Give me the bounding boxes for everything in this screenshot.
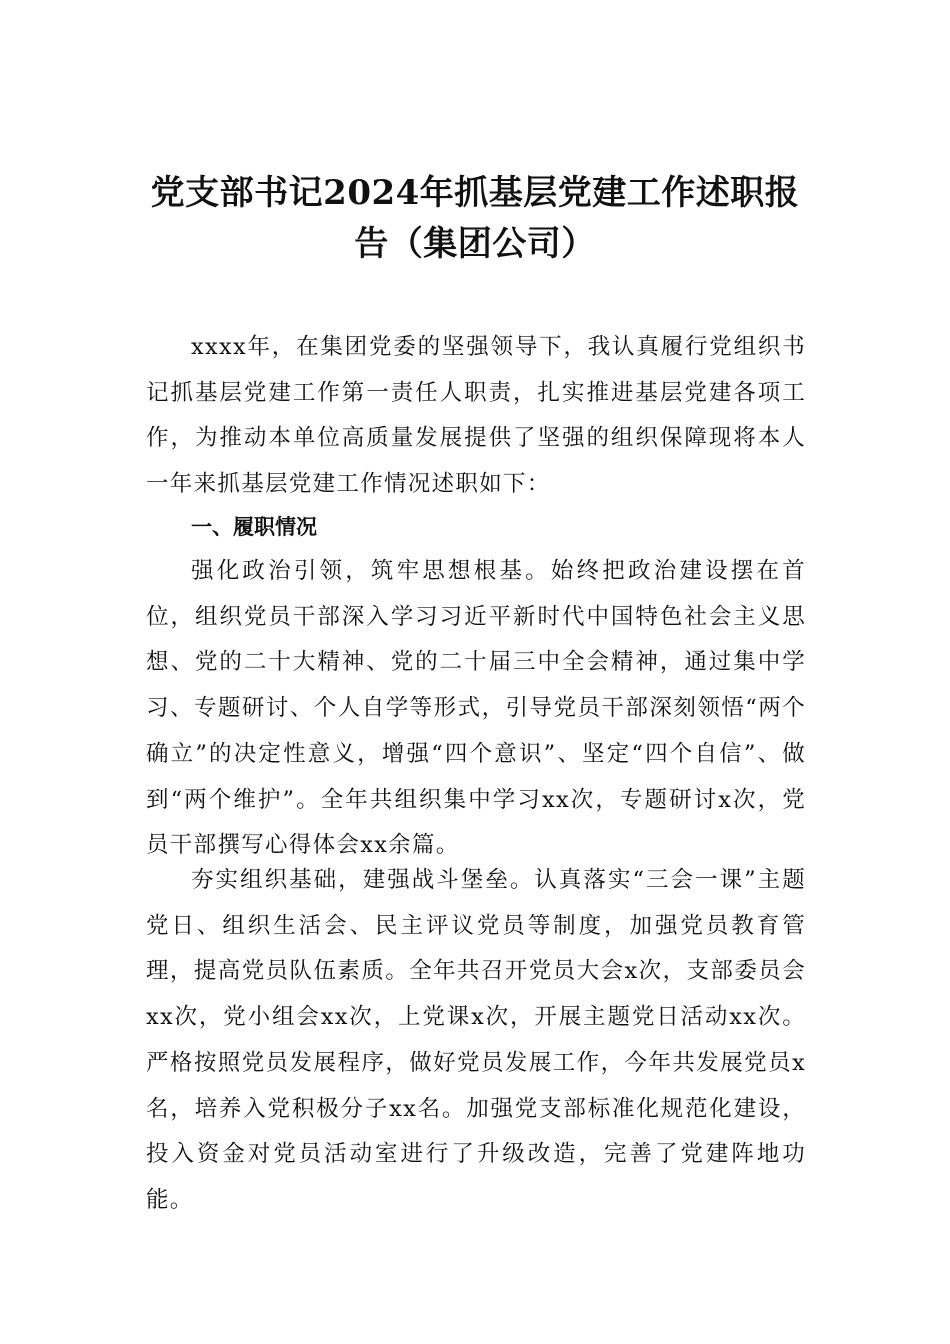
document-title: 党支部书记2024年抓基层党建工作述职报告（集团公司）: [150, 173, 800, 264]
section-heading: 一、履职情况: [191, 515, 317, 539]
intro-paragraph: xxxx年，在集团党委的坚强领导下，我认真履行党组织书记抓基层党建工作第一责任人职责，扎实推进基层党建各项工作，为推动本单位高质量发展提供了坚强的组织保障现将本人一年来抓基层党建工作情况述职如下：: [146, 334, 806, 498]
paragraph-organization-foundation: 夯实组织基础，建强战斗堡垒。认真落实“三会一课”主题党日、组织生活会、民主评议党员等制度，加强党员教育管理，提高党员队伍素质。全年共召开党员大会x次，支部委员会xx次，党小组会xx次，上党课x次，开展主题党日活动xx次。严格按照党员发展程序，做好党员发展工作，今年共发展党员x名，培养入党积极分子xx名。加强党支部标准化规范化建设，投入资金对党员活动室进行了升级改造，完善了党建阵地功能。: [146, 867, 806, 1213]
paragraph-political-leadership: 强化政治引领，筑牢思想根基。始终把政治建设摆在首位，组织党员干部深入学习习近平新时代中国特色社会主义思想、党的二十大精神、党的二十届三中全会精神，通过集中学习、专题研讨、个人自学等形式，引导党员干部深刻领悟“两个确立”的决定性意义，增强“四个意识”、坚定“四个自信”、做到“两个维护”。全年共组织集中学习xx次，专题研讨x次，党员干部撰写心得体会xx余篇。: [146, 558, 806, 859]
